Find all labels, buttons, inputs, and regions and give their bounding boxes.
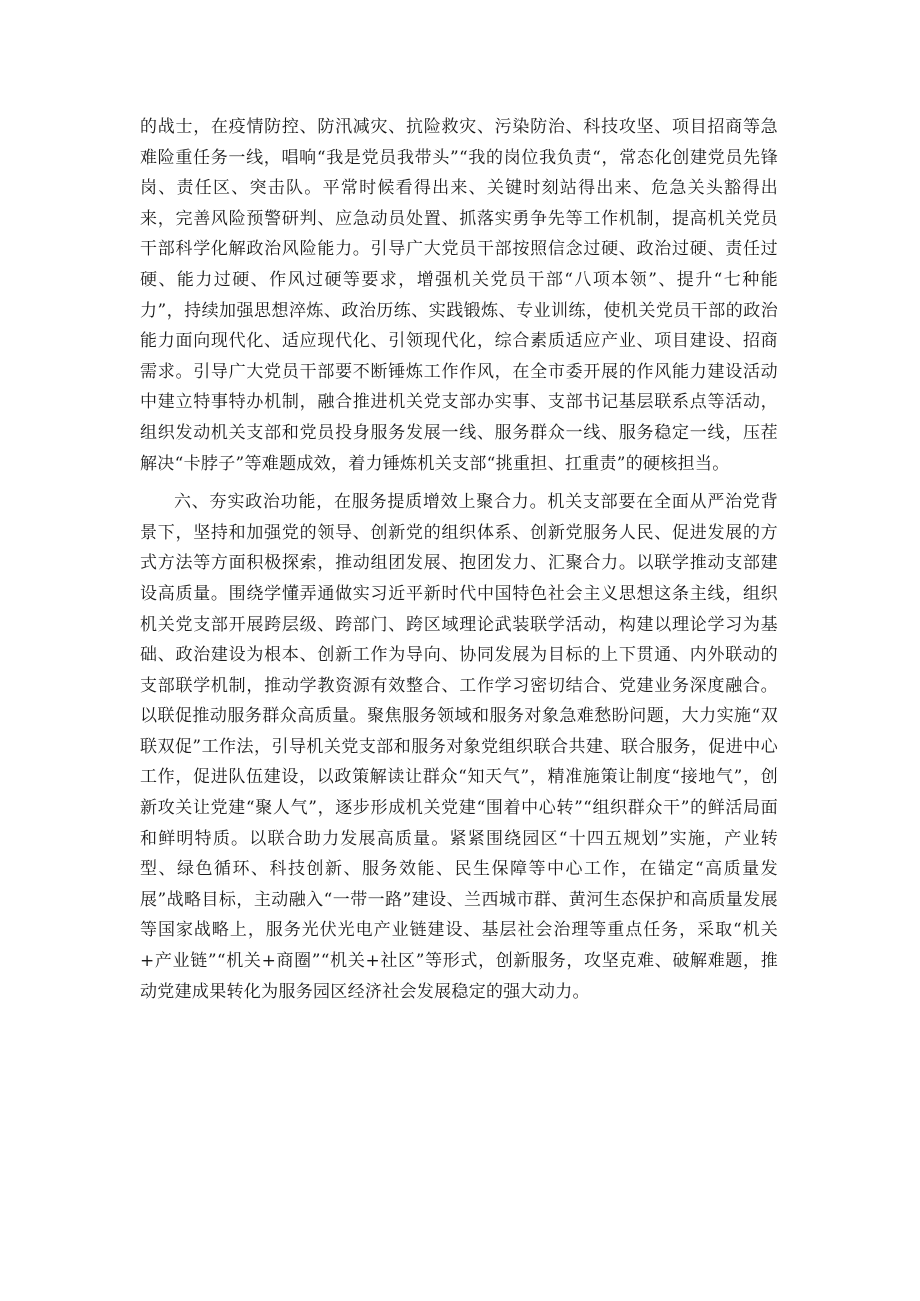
- document-page: [140, 112, 778, 1007]
- paragraph-section-six: 六、夯实政治功能，在服务提质增效上聚合力。机关支部要在全面从严治党背景下，坚持和加强党的领导、创新党的组织体系、创新党服务人民、促进发展的方式方法等方面积极探索，推动组团发展、抱团发力、汇聚合力。以联学推动支部建设高质量。围绕学懂弄通做实习近平新时代中国特色社会主义思想这条主线，组织机关党支部开展跨层级、跨部门、跨区域理论武装联学活动，构建以理论学习为基础、政治建设为根本、创新工作为导向、协同发展为目标的上下贯通、内外联动的支部联学机制，推动学教资源有效整合、工作学习密切结合、党建业务深度融合。以联促推动服务群众高质量。聚焦服务领域和服务对象急难愁盼问题，大力实施“双联双促”工作法，引导机关党支部和服务对象党组织联合共建、联合服务，促进中心工作，促进队伍建设，以政策解读让群众“知天气”，精准施策让制度“接地气”，创新攻关让党建“聚人气”，逐步形成机关党建“围着中心转”“组织群众干”的鲜活局面和鲜明特质。以联合助力发展高质量。紧紧围绕园区“十四五规划”实施，产业转型、绿色循环、科技创新、服务效能、民生保障等中心工作，在锚定“高质量发展”战略目标，主动融入“一带一路”建设、兰西城市群、黄河生态保护和高质量发展等国家战略上，服务光伏光电产业链建设、基层社会治理等重点任务，采取“机关+产业链”“机关+商圈”“机关+社区”等形式，创新服务，攻坚克难、破解难题，推动党建成果转化为服务园区经济社会发展稳定的强大动力。: [140, 492, 778, 1002]
- paragraph-continuation: 的战士，在疫情防控、防汛减灾、抗险救灾、污染防治、科技攻坚、项目招商等急难险重任务一线，唱响“我是党员我带头”“我的岗位我负责“，常态化创建党员先锋岗、责任区、突击队。平常时候看得出来、关键时刻站得出来、危急关头豁得出来，完善风险预警研判、应急动员处置、抓落实勇争先等工作机制，提高机关党员干部科学化解政治风险能力。引导广大党员干部按照信念过硬、政治过硬、责任过硬、能力过硬、作风过硬等要求，增强机关党员干部“八项本领”、提升“七种能力”，持续加强思想淬炼、政治历练、实践锻炼、专业训练，使机关党员干部的政治能力面向现代化、适应现代化、引领现代化，综合素质适应产业、项目建设、招商需求。引导广大党员干部要不断锤炼工作作风，在全市委开展的作风能力建设活动中建立特事特办机制，融合推进机关党支部办实事、支部书记基层联系点等活动，组织发动机关支部和党员投身服务发展一线、服务群众一线、服务稳定一线，压茬解决“卡脖子”等难题成效，着力锤炼机关支部“挑重担、扛重责”的硬核担当。: [140, 117, 778, 474]
